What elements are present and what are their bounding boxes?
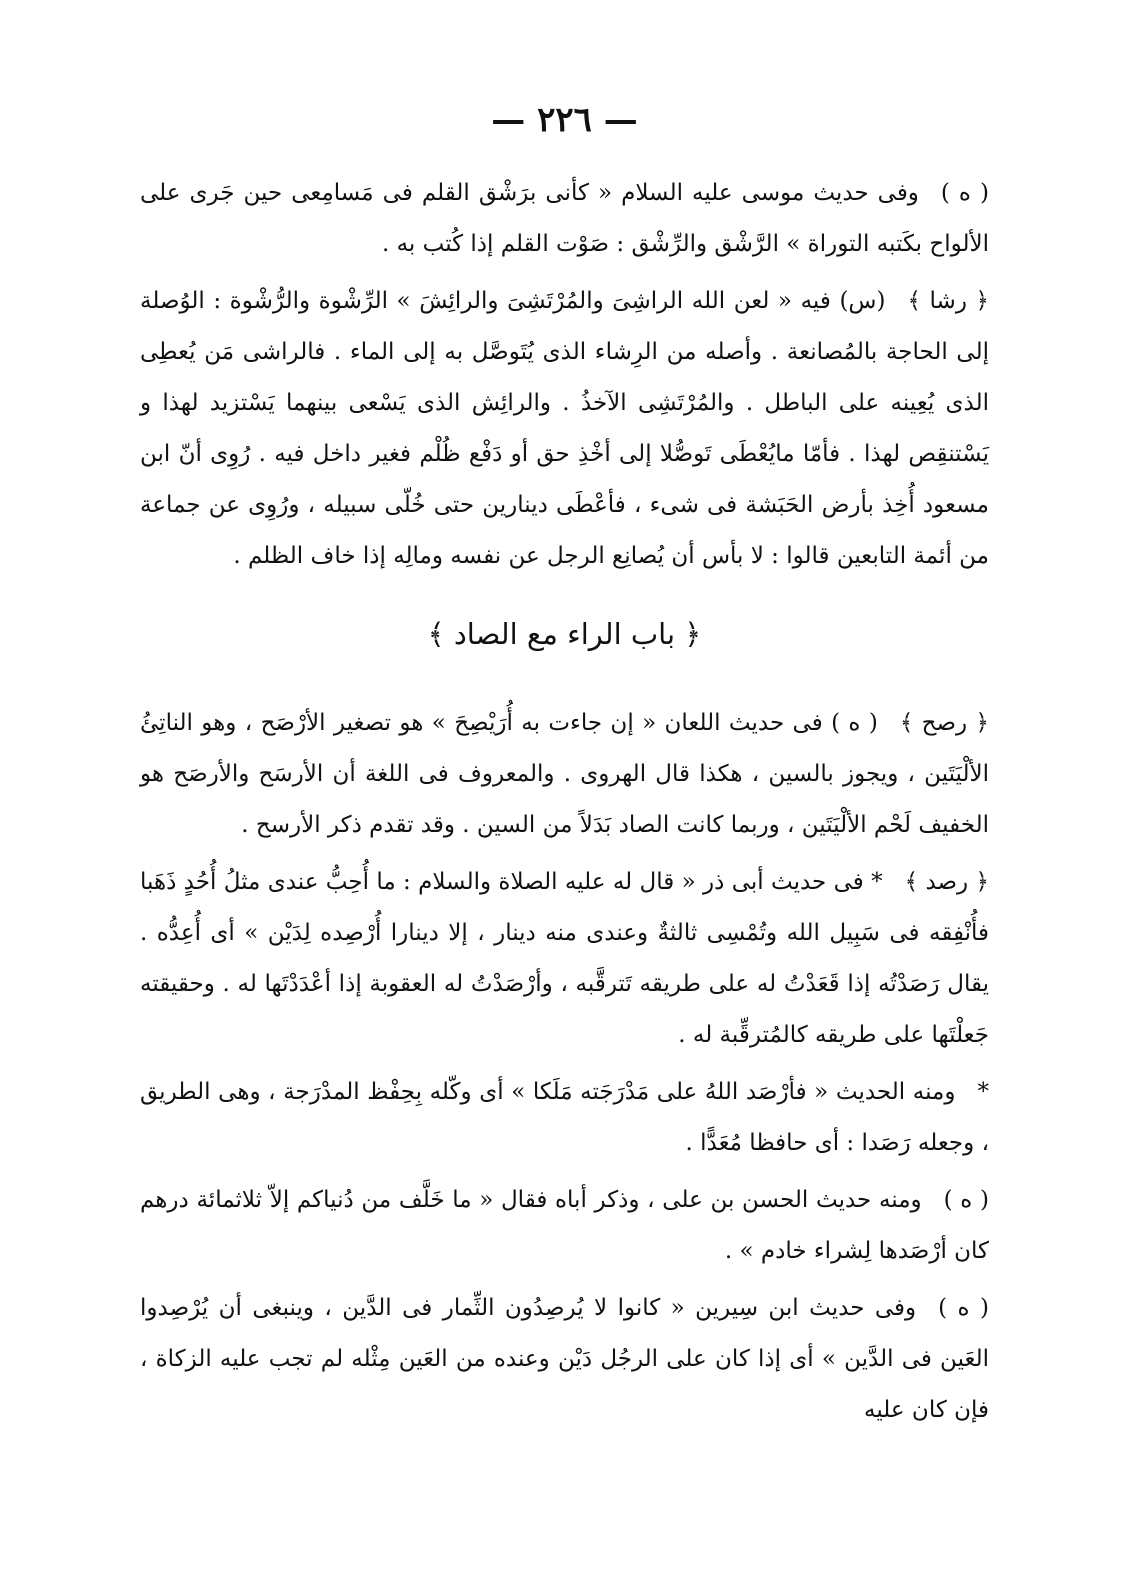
- entry-paragraph: [140, 168, 989, 270]
- entry-paragraph: [140, 1175, 989, 1277]
- entry-text: وفى حديث ابن سِيرين « كانوا لا يُرصِدُون الثِّمار فى الدَّين ، وينبغى أن يُرْصِدوا العَين فى الدَّين » أى إذا كان على الرجُل دَيْن وعنده من العَين مِثْله لم تجب عليه الزكاة ، فإن كان عليه: [140, 1295, 989, 1423]
- entry-text: ومنه الحديث « فأرْصَد اللهُ على مَدْرَجَته مَلَكا » أى وكّله بِحِفْظ المدْرَجة ، وهى الطريق ، وجعله رَصَدا : أى حافظا مُعَدًّا .: [140, 1079, 989, 1156]
- entry-marker: ( ه ): [943, 1187, 990, 1213]
- section-heading: ﴿ باب الراء مع الصاد ﴾: [427, 617, 702, 651]
- entry-marker: ( ه ): [940, 180, 989, 206]
- entry-marker: ( ه ): [938, 1295, 989, 1321]
- page-number: — ٢٢٦ —: [491, 100, 638, 140]
- entry-text: وفى حديث موسى عليه السلام « كأنى برَشْق القلم فى مَسامِعى حين جَرى على الألواح بكَتبه التوراة » الرَّشْق والرِّشْق : صَوْت القلم إذا كُتب به .: [140, 180, 989, 257]
- entry-marker: ﴿ رشا ﴾: [907, 288, 989, 314]
- entry-paragraph: [140, 1067, 989, 1169]
- entry-text: ( ه ) فى حديث اللعان « إن جاءت به أُرَيْصِحَ » هو تصغير الأرْصَح ، وهو الناتِئُ الألْيَتَين ، ويجوز بالسين ، هكذا قال الهروى . والمعروف فى اللغة أن الأرسَح والأرصَح هو الخفيف لَحْم الألْيَتَين ، وربما كانت الصاد بَدَلاً من السين . وقد تقدم ذكر الأرسح .: [140, 710, 989, 838]
- entry-marker: ﴿ رصد ﴾: [904, 869, 989, 895]
- entry-paragraph: [140, 1283, 989, 1436]
- entry-marker: *: [977, 1079, 989, 1105]
- entry-text: * فى حديث أبى ذر « قال له عليه الصلاة والسلام : ما أُحِبُّ عندى مثلُ أُحُدٍ ذَهَبا فأُنْفِقه فى سَبِيل الله وتُمْسِى ثالثةٌ وعندى منه دينار ، إلا دينارا أُرْصِده لِدَيْن » أى أُعِدُّه . يقال رَصَدْتُه إذا قَعَدْتُ له على طريقه تَترقَّبه ، وأرْصَدْتُ له العقوبة إذا أعْدَدْتَها له . وحقيقته جَعلْتَها على طريقه كالمُترقِّبة له .: [140, 869, 989, 1048]
- entry-paragraph: [140, 276, 989, 582]
- entry-paragraph: [140, 857, 989, 1061]
- entry-paragraph: [140, 698, 989, 851]
- entry-text: (س) فيه « لعن الله الراشِىَ والمُرْتَشِىَ والرائِشَ » الرِّشْوة والرُّشْوة : الوُصلة إلى الحاجة بالمُصانعة . وأصله من الرِشاء الذى يُتَوصَّل به إلى الماء . فالراشى مَن يُعطِى الذى يُعِينه على الباطل . والمُرْتَشِى الآخذُ . والرائِش الذى يَسْعى بينهما يَسْتزيد لهذا و يَسْتنقِص لهذا . فأمّا مايُعْطَى تَوصُّلا إلى أخْذِ حق أو دَفْع ظُلْم فغير داخل فيه . رُوِى أنّ ابن مسعود أُخِذ بأرض الحَبَشة فى شىء ، فأعْطَى دينارين حتى خُلّى سبيله ، ورُوِى عن جماعة من أئمة التابعين قالوا : لا بأس أن يُصانِع الرجل عن نفسه ومالِه إذا خاف الظلم .: [140, 288, 989, 569]
- entry-text: ومنه حديث الحسن بن على ، وذكر أباه فقال « ما خَلَّف من دُنياكم إلاّ ثلاثمائة درهم كان أرْصَدها لِشراء خادم » .: [140, 1187, 989, 1264]
- entry-marker: ﴿ رصح ﴾: [899, 710, 989, 736]
